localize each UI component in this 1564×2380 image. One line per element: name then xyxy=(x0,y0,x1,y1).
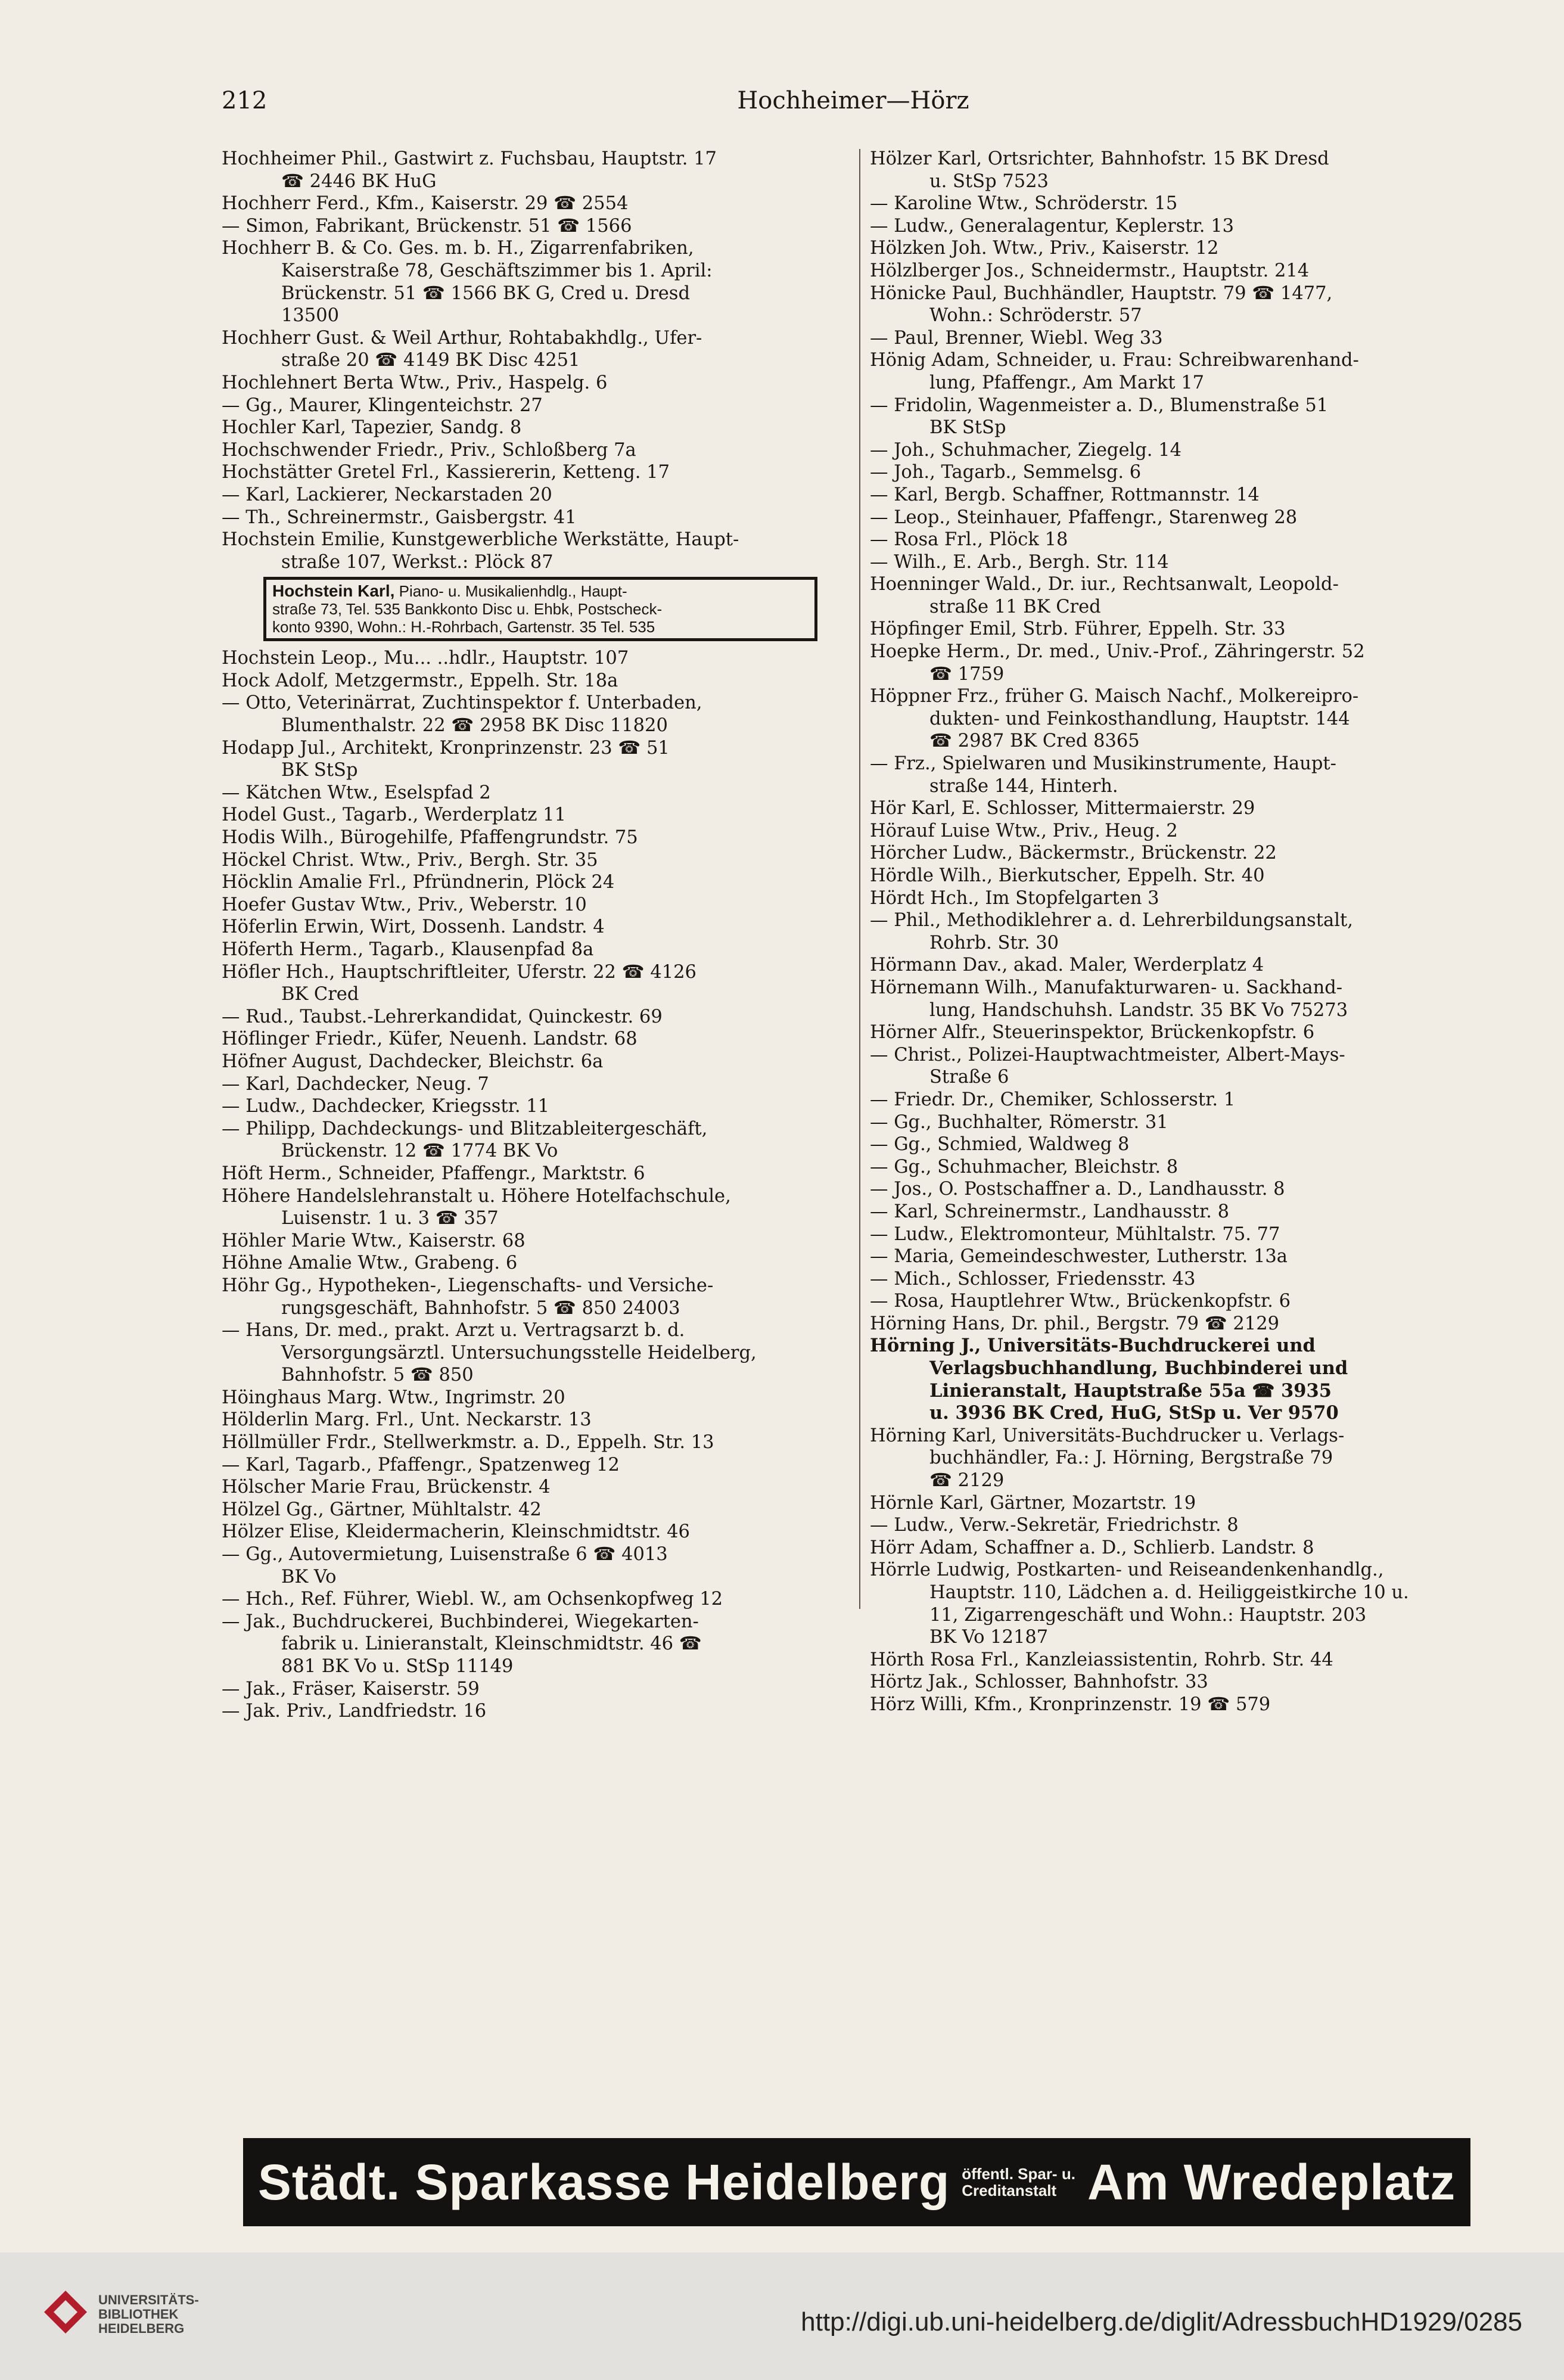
directory-entry: Hock Adolf, Metzgermstr., Eppelh. Str. 18a xyxy=(222,670,618,691)
directory-entry: — Simon, Fabrikant, Brückenstr. 51 ☎ 1566 xyxy=(222,215,632,237)
directory-entry: BK Vo 12187 xyxy=(929,1627,1049,1648)
directory-entry: ☎ 2446 BK HuG xyxy=(281,170,437,192)
directory-entry: Höppner Frz., früher G. Maisch Nachf., Molkereipro- xyxy=(870,686,1359,707)
directory-entry: Hochheimer Phil., Gastwirt z. Fuchsbau, Hauptstr. 17 xyxy=(222,148,717,169)
ad-line: Piano- u. Musikalienhdlg., Haupt- xyxy=(399,582,627,601)
directory-entry: — Mich., Schlosser, Friedensstr. 43 xyxy=(870,1268,1196,1290)
banner-small-text xyxy=(962,2165,1075,2199)
directory-entry: Hochherr Gust. & Weil Arthur, Rohtabakhdlg., Ufer- xyxy=(222,327,702,349)
ad-name: Hochstein Karl, xyxy=(272,582,395,601)
directory-entry: — Rosa Frl., Plöck 18 xyxy=(870,529,1068,551)
running-head: Hochheimer—Hörz xyxy=(737,87,969,114)
directory-entry: Hörning Karl, Universitäts-Buchdrucker u. Verlags- xyxy=(870,1425,1345,1446)
directory-entry: Hochschwender Friedr., Priv., Schloßberg 7a xyxy=(222,439,636,461)
directory-entry: Bahnhofstr. 5 ☎ 850 xyxy=(281,1365,474,1386)
directory-entry: Höferth Herm., Tagarb., Klausenpfad 8a xyxy=(222,939,594,960)
directory-entry: Hörr Adam, Schaffner a. D., Schlierb. Landstr. 8 xyxy=(870,1537,1314,1558)
directory-entry: straße 20 ☎ 4149 BK Disc 4251 xyxy=(281,350,580,371)
directory-entry: — Paul, Brenner, Wiebl. Weg 33 xyxy=(870,327,1163,349)
directory-entry: Hölzlberger Jos., Schneidermstr., Hauptstr. 214 xyxy=(870,260,1310,281)
directory-entry: Hölderlin Marg. Frl., Unt. Neckarstr. 13 xyxy=(222,1409,592,1431)
directory-entry: Höllmüller Frdr., Stellwerkmstr. a. D., Eppelh. Str. 13 xyxy=(222,1432,714,1453)
directory-entry: Hauptstr. 110, Lädchen a. d. Heiliggeistkirche 10 u. xyxy=(929,1582,1409,1603)
directory-entry: ☎ 2987 BK Cred 8365 xyxy=(929,731,1140,752)
directory-entry: — Jak., Fräser, Kaiserstr. 59 xyxy=(222,1678,480,1699)
directory-entry: — Karl, Lackierer, Neckarstaden 20 xyxy=(222,484,552,505)
directory-entry: Hölscher Marie Frau, Brückenstr. 4 xyxy=(222,1477,551,1498)
advertisement-box xyxy=(263,577,817,641)
directory-entry: 13500 xyxy=(281,305,340,327)
directory-entry: Hodel Gust., Tagarb., Werderplatz 11 xyxy=(222,804,566,826)
directory-entry: Hörner Alfr., Steuerinspektor, Brückenkopfstr. 6 xyxy=(870,1022,1315,1043)
directory-entry: — Wilh., E. Arb., Bergh. Str. 114 xyxy=(870,551,1169,573)
directory-entry: — Jos., O. Postschaffner a. D., Landhausstr. 8 xyxy=(870,1179,1285,1200)
directory-entry: Höft Herm., Schneider, Pfaffengr., Marktstr. 6 xyxy=(222,1163,645,1184)
directory-entry: Höfler Hch., Hauptschriftleiter, Uferstr. 22 ☎ 4126 xyxy=(222,961,697,983)
directory-entry: Höflinger Friedr., Küfer, Neuenh. Landstr. 68 xyxy=(222,1029,638,1050)
directory-entry: ☎ 2129 xyxy=(929,1470,1005,1492)
directory-entry: u. 3936 BK Cred, HuG, StSp u. Ver 9570 xyxy=(929,1402,1339,1424)
library-logo-icon xyxy=(42,2288,89,2336)
directory-entry: Hodis Wilh., Bürogehilfe, Pfaffengrundstr. 75 xyxy=(222,827,638,849)
directory-entry: Hördt Hch., Im Stopfelgarten 3 xyxy=(870,887,1159,909)
directory-entry: BK Vo xyxy=(281,1566,337,1587)
directory-entry: ☎ 1759 xyxy=(929,663,1005,685)
directory-entry: — Hch., Ref. Führer, Wiebl. W., am Ochsenkopfweg 12 xyxy=(222,1589,723,1610)
directory-entry: — Christ., Polizei-Hauptwachtmeister, Albert-Mays- xyxy=(870,1044,1345,1065)
directory-entry: — Karl, Dachdecker, Neug. 7 xyxy=(222,1073,489,1095)
directory-entry: Luisenstr. 1 u. 3 ☎ 357 xyxy=(281,1208,499,1229)
directory-entry: Höferlin Erwin, Wirt, Dossenh. Landstr. 4 xyxy=(222,916,605,938)
directory-entry: Hoenninger Wald., Dr. iur., Rechtsanwalt, Leopold- xyxy=(870,574,1339,595)
directory-entry: lung, Handschuhsh. Landstr. 35 BK Vo 75273 xyxy=(929,999,1348,1021)
directory-entry: Hölzken Joh. Wtw., Priv., Kaiserstr. 12 xyxy=(870,238,1219,259)
permalink-url[interactable]: http://digi.ub.uni-heidelberg.de/diglit/AdressbuchHD1929/0285 xyxy=(801,2307,1522,2336)
directory-entry: Kaiserstraße 78, Geschäftszimmer bis 1. April: xyxy=(281,260,713,281)
directory-entry: Hörning J., Universitäts-Buchdruckerei und xyxy=(870,1335,1316,1357)
directory-entry: Höckel Christ. Wtw., Priv., Bergh. Str. 35 xyxy=(222,849,598,871)
ad-line: straße 73, Tel. 535 Bankkonto Disc u. Ehbk, Postscheck- xyxy=(272,600,663,619)
directory-entry: Höpfinger Emil, Strb. Führer, Eppelh. Str. 33 xyxy=(870,619,1286,640)
directory-entry: Hörcher Ludw., Bäckermstr., Brückenstr. 22 xyxy=(870,843,1277,864)
directory-entry: Höhere Handelslehranstalt u. Höhere Hotelfachschule, xyxy=(222,1185,731,1207)
directory-entry: Hörtz Jak., Schlosser, Bahnhofstr. 33 xyxy=(870,1671,1208,1693)
directory-entry: — Karl, Schreinermstr., Landhausstr. 8 xyxy=(870,1201,1229,1222)
directory-entry: — Gg., Buchhalter, Römerstr. 31 xyxy=(870,1111,1168,1133)
directory-entry: — Frz., Spielwaren und Musikinstrumente, Haupt- xyxy=(870,753,1336,775)
banner-left-text: Städt. Sparkasse Heidelberg xyxy=(257,2154,950,2210)
directory-entry: Straße 6 xyxy=(929,1067,1009,1088)
directory-entry: Hörning Hans, Dr. phil., Bergstr. 79 ☎ 2129 xyxy=(870,1313,1280,1334)
directory-entry: Rohrb. Str. 30 xyxy=(929,932,1059,953)
directory-entry: — Friedr. Dr., Chemiker, Schlosserstr. 1 xyxy=(870,1089,1236,1110)
directory-entry: Hörnle Karl, Gärtner, Mozartstr. 19 xyxy=(870,1492,1196,1514)
directory-entry: Hönicke Paul, Buchhändler, Hauptstr. 79 ☎ 1477, xyxy=(870,282,1333,304)
directory-entry: — Karl, Bergb. Schaffner, Rottmannstr. 14 xyxy=(870,484,1260,505)
directory-entry: BK Cred xyxy=(281,984,359,1005)
viewer-footer xyxy=(0,2252,1564,2380)
directory-entry: — Ludw., Dachdecker, Kriegsstr. 11 xyxy=(222,1096,550,1117)
directory-entry: — Rosa, Hauptlehrer Wtw., Brückenkopfstr. 6 xyxy=(870,1291,1291,1312)
directory-entry: Brückenstr. 51 ☎ 1566 BK G, Cred u. Dresd xyxy=(281,282,690,304)
directory-entry: u. StSp 7523 xyxy=(929,170,1049,192)
directory-entry: Hoefer Gustav Wtw., Priv., Weberstr. 10 xyxy=(222,894,587,915)
directory-entry: straße 144, Hinterh. xyxy=(929,775,1118,797)
directory-entry: — Otto, Veterinärrat, Zuchtinspektor f. Unterbaden, xyxy=(222,692,702,714)
directory-entry: Hörrle Ludwig, Postkarten- und Reiseandenkenhandlg., xyxy=(870,1559,1384,1581)
directory-entry: Höhne Amalie Wtw., Grabeng. 6 xyxy=(222,1253,518,1274)
ad-line: konto 9390, Wohn.: H.-Rohrbach, Gartenstr. 35 Tel. 535 xyxy=(272,618,655,636)
directory-entry: Wohn.: Schröderstr. 57 xyxy=(929,305,1142,327)
directory-entry: — Hans, Dr. med., prakt. Arzt u. Vertragsarzt b. d. xyxy=(222,1320,685,1341)
directory-entry: Höfner August, Dachdecker, Bleichstr. 6a xyxy=(222,1051,604,1072)
directory-entry: rungsgeschäft, Bahnhofstr. 5 ☎ 850 24003 xyxy=(281,1297,680,1319)
directory-entry: Hörth Rosa Frl., Kanzleiassistentin, Rohrb. Str. 44 xyxy=(870,1649,1333,1670)
directory-entry: fabrik u. Linieranstalt, Kleinschmidtstr. 46 ☎ xyxy=(281,1633,702,1655)
directory-entry: BK StSp xyxy=(281,760,358,781)
directory-entry: — Ludw., Verw.-Sekretär, Friedrichstr. 8 xyxy=(870,1515,1239,1536)
column-divider xyxy=(859,149,860,1609)
library-name-line3: HEIDELBERG xyxy=(98,2321,185,2336)
directory-entry: Hochherr B. & Co. Ges. m. b. H., Zigarrenfabriken, xyxy=(222,238,694,259)
directory-entry: Hochstein Emilie, Kunstgewerbliche Werkstätte, Haupt- xyxy=(222,529,739,551)
directory-entry: Hölzel Gg., Gärtner, Mühltalstr. 42 xyxy=(222,1499,542,1520)
directory-entry: Hönig Adam, Schneider, u. Frau: Schreibwarenhand- xyxy=(870,350,1359,371)
directory-entry: Brückenstr. 12 ☎ 1774 BK Vo xyxy=(281,1141,558,1162)
banner-right-text: Am Wredeplatz xyxy=(1087,2154,1456,2210)
directory-entry: Hör Karl, E. Schlosser, Mittermaierstr. 29 xyxy=(870,798,1255,819)
directory-entry: — Rud., Taubst.-Lehrerkandidat, Quinckestr. 69 xyxy=(222,1006,663,1027)
directory-entry: Höinghaus Marg. Wtw., Ingrimstr. 20 xyxy=(222,1387,565,1408)
directory-entry: straße 107, Werkst.: Plöck 87 xyxy=(281,551,554,573)
directory-entry: Hochler Karl, Tapezier, Sandg. 8 xyxy=(222,417,522,439)
directory-entry: — Karl, Tagarb., Pfaffengr., Spatzenweg 12 xyxy=(222,1454,620,1475)
directory-entry: Versorgungsärztl. Untersuchungsstelle Heidelberg, xyxy=(281,1342,757,1363)
directory-entry: — Phil., Methodiklehrer a. d. Lehrerbildungsanstalt, xyxy=(870,910,1353,931)
directory-entry: Hochherr Ferd., Kfm., Kaiserstr. 29 ☎ 2554 xyxy=(222,193,629,215)
directory-entry: Hörnemann Wilh., Manufakturwaren- u. Sackhand- xyxy=(870,977,1343,998)
directory-entry: Höhler Marie Wtw., Kaiserstr. 68 xyxy=(222,1230,526,1251)
directory-entry: Hochlehnert Berta Wtw., Priv., Haspelg. 6 xyxy=(222,372,608,393)
directory-entry: Höcklin Amalie Frl., Pfründnerin, Plöck 24 xyxy=(222,872,615,893)
directory-entry: Verlagsbuchhandlung, Buchbinderei und xyxy=(929,1357,1348,1379)
directory-entry: — Gg., Schuhmacher, Bleichstr. 8 xyxy=(870,1156,1179,1177)
library-name xyxy=(98,2293,199,2336)
right-column xyxy=(870,148,1495,1716)
directory-entry: — Ludw., Generalagentur, Keplerstr. 13 xyxy=(870,215,1234,237)
library-name-line2: BIBLIOTHEK xyxy=(98,2307,179,2322)
directory-entry: Hörauf Luise Wtw., Priv., Heug. 2 xyxy=(870,820,1178,841)
directory-entry: lung, Pfaffengr., Am Markt 17 xyxy=(929,372,1205,393)
directory-entry: Hölzer Elise, Kleidermacherin, Kleinschmidtstr. 46 xyxy=(222,1521,690,1543)
banner-small-line1: öffentl. Spar- u. xyxy=(962,2165,1075,2183)
directory-entry: — Jak., Buchdruckerei, Buchbinderei, Wiegekarten- xyxy=(222,1611,699,1632)
directory-entry: — Gg., Schmied, Waldweg 8 xyxy=(870,1134,1130,1155)
directory-entry: 881 BK Vo u. StSp 11149 xyxy=(281,1656,514,1677)
directory-entry: — Gg., Maurer, Klingenteichstr. 27 xyxy=(222,394,543,416)
directory-entry: BK StSp xyxy=(929,417,1006,439)
directory-entry: — Th., Schreinermstr., Gaisbergstr. 41 xyxy=(222,507,577,528)
directory-entry: — Maria, Gemeindeschwester, Lutherstr. 13a xyxy=(870,1246,1288,1267)
directory-entry: — Fridolin, Wagenmeister a. D., Blumenstraße 51 xyxy=(870,394,1329,416)
directory-entry: — Gg., Autovermietung, Luisenstraße 6 ☎ 4013 xyxy=(222,1544,668,1565)
directory-entry: — Joh., Schuhmacher, Ziegelg. 14 xyxy=(870,439,1181,461)
page-header xyxy=(222,87,1485,129)
directory-entry: Höhr Gg., Hypotheken-, Liegenschafts- und Versiche- xyxy=(222,1275,714,1296)
library-name-line1: UNIVERSITÄTS- xyxy=(98,2292,199,2307)
directory-entry: Hochstätter Gretel Frl., Kassiererin, Ketteng. 17 xyxy=(222,462,670,483)
directory-entry: — Joh., Tagarb., Semmelsg. 6 xyxy=(870,462,1142,483)
directory-entry: — Philipp, Dachdeckungs- und Blitzableitergeschäft, xyxy=(222,1118,708,1139)
banner-small-line2: Creditanstalt xyxy=(962,2182,1057,2199)
page-number: 212 xyxy=(222,87,268,114)
directory-entry: Hodapp Jul., Architekt, Kronprinzenstr. 23 ☎ 51 xyxy=(222,737,670,759)
directory-entry: Hörmann Dav., akad. Maler, Werderplatz 4 xyxy=(870,955,1264,976)
directory-entry: Linieranstalt, Hauptstraße 55a ☎ 3935 xyxy=(929,1379,1332,1402)
advertisement-banner xyxy=(243,2138,1470,2226)
directory-entry: Hölzer Karl, Ortsrichter, Bahnhofstr. 15 BK Dresd xyxy=(870,148,1329,169)
directory-entry: — Jak. Priv., Landfriedstr. 16 xyxy=(222,1701,487,1722)
directory-entry: dukten- und Feinkosthandlung, Hauptstr. 144 xyxy=(929,708,1350,729)
directory-entry: buchhändler, Fa.: J. Hörning, Bergstraße 79 xyxy=(929,1447,1333,1469)
left-column xyxy=(222,148,853,1723)
directory-entry: Blumenthalstr. 22 ☎ 2958 BK Disc 11820 xyxy=(281,715,668,737)
directory-entry: — Leop., Steinhauer, Pfaffengr., Starenweg 28 xyxy=(870,507,1298,528)
directory-entry: Hoepke Herm., Dr. med., Univ.-Prof., Zähringerstr. 52 xyxy=(870,641,1365,663)
directory-entry: Hochstein Leop., Mu... ..hdlr., Hauptstr. 107 xyxy=(222,648,629,669)
directory-entry: Hördle Wilh., Bierkutscher, Eppelh. Str. 40 xyxy=(870,865,1265,886)
directory-entry: — Ludw., Elektromonteur, Mühltalstr. 75. 77 xyxy=(870,1223,1280,1245)
directory-entry: 11, Zigarrengeschäft und Wohn.: Hauptstr. 203 xyxy=(929,1604,1367,1626)
directory-entry: Hörz Willi, Kfm., Kronprinzenstr. 19 ☎ 579 xyxy=(870,1694,1271,1715)
directory-entry: straße 11 BK Cred xyxy=(929,596,1101,617)
directory-entry: — Karoline Wtw., Schröderstr. 15 xyxy=(870,193,1178,215)
directory-entry: — Kätchen Wtw., Eselspfad 2 xyxy=(222,782,491,803)
